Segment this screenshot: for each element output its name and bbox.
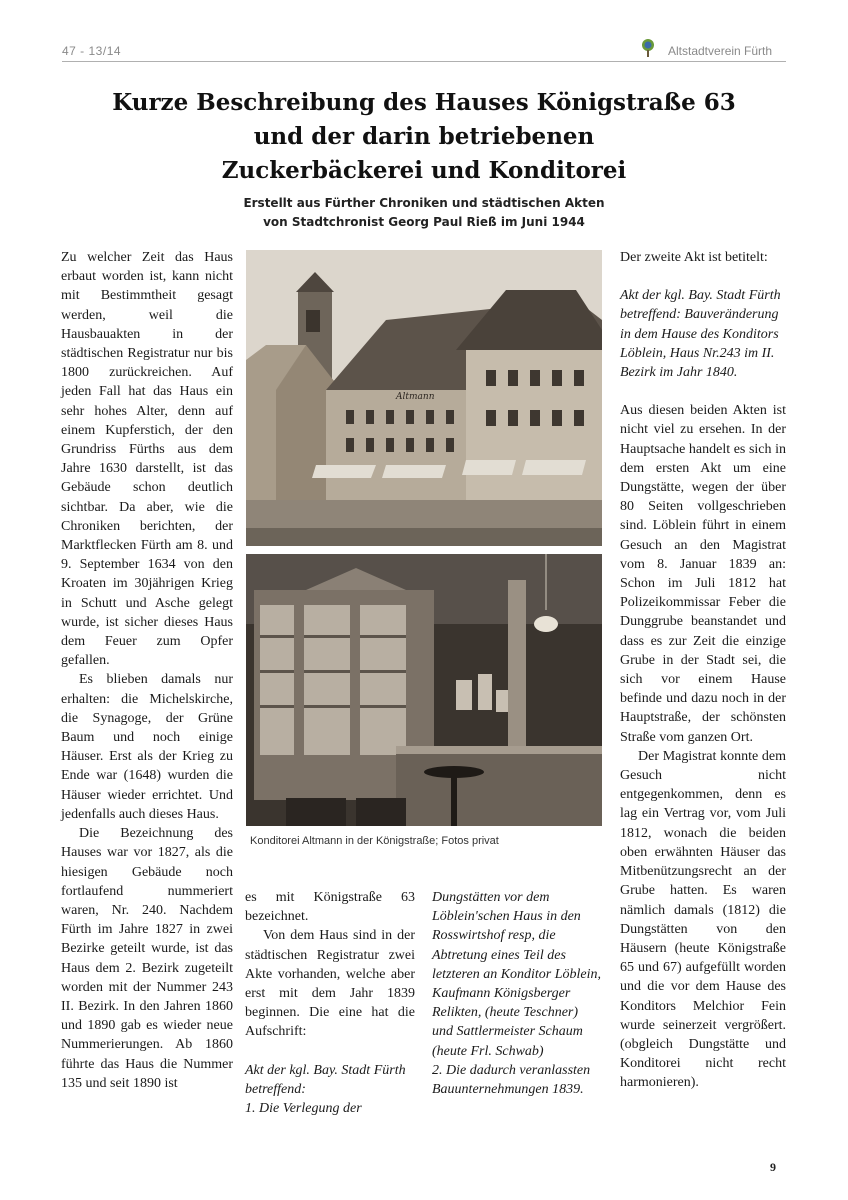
title-line: Zuckerbäckerei und Konditorei (221, 157, 627, 184)
paragraph: Aus diesen beiden Akten ist nicht viel zu ersehen. In der Hauptsache handelt es sich in dem ersten Akt um eine Dungstätte, wegen der über 80 Seiten vollgeschrieben sind. Löblein führt in einem Gesuch an den Magistrat vom 8. Januar 1839 an: Schon im Juli 1812 hat Polizeikommissar Feber die Dunggrube beanstandet und dass es zur Zeit die einzige Grube in der Stadt sei, die sich vor einem Hause befinde und dazu noch in der Hauptstraße, der schönsten Straße vom ganzen Ort. (620, 403, 786, 745)
subtitle-line: von Stadtchronist Georg Paul Rieß im Juni 1944 (263, 215, 585, 229)
text-column-2a (245, 888, 415, 1118)
photo-block (246, 250, 602, 826)
paragraph: Der zweite Akt ist betitelt: (620, 250, 768, 265)
paragraph: Zu welcher Zeit das Haus erbaut worden ist, kann nicht mit Bestimmtheit gesagt werden, weil die Hausbauakten in der städtischen Registratur nur bis 1800 zurückreichen. Auf jeden Fall hat das Haus ein sehr hohes Alter, denn auf einem Kupferstich, der den Grundriss Fürths aus dem Jahre 1630 darstellt, ist das Gebäude schon deutlich sichtbar. Da aber, wie die Chroniken berichten, der Marktflecken Fürth am 8. und 9. September 1634 von den Kroaten im 30jährigen Krieg in Schutt und Asche gelegt wurde, ist sicher dieses Haus dem Feuer zum Opfer gefallen. (61, 250, 233, 669)
tree-logo-icon (640, 38, 656, 58)
title-line: und der darin betriebenen (253, 123, 595, 150)
paragraph: Es blieben damals nur erhalten: die Michelskirche, die Synagoge, der Grüne Baum und noch einige Häuser. Erst als der Krieg zu Ende war (1648) wurden die Häuser wieder errichtet. Und jedenfalls auch dieses Haus. (61, 672, 233, 822)
photo-caption: Konditorei Altmann in der Königstraße; Fotos privat (250, 835, 499, 847)
paragraph: Der Magistrat konnte dem Gesuch nicht entgegenkommen, denn es lag ein Vertrag vor, vom Juli 1812, wonach die beiden oben erwähnten Häuser das Mitbenützungsrecht an der Grube hatten. Es waren nämlich damals (1812) die Dungstätten von den Häusern (heute Königstraße 65 und 67) aufgefüllt worden und die vor dem Hause des Konditors Melchior Fein wurde seinerzeit vergrößert. (obgleich Dungstätte und Konditorei nicht recht harmonieren). (620, 748, 786, 1091)
publisher-name: Altstadtverein Fürth (668, 44, 773, 58)
text-column-1 (61, 248, 233, 1093)
text-column-2b (432, 888, 602, 1099)
subtitle-line: Erstellt aus Fürther Chroniken und städtischen Akten (243, 196, 605, 210)
paragraph: 1. Die Verlegung der (245, 1101, 362, 1117)
title-line: Kurze Beschreibung des Hauses Königstraße 63 (112, 89, 736, 116)
paragraph: 2. Die dadurch veranlassten Bauunternehmungen 1839. (432, 1062, 591, 1098)
page-number: 9 (770, 1160, 776, 1174)
article-title (62, 86, 786, 188)
paragraph: Akt der kgl. Bay. Stadt Fürth betreffend: (245, 1062, 406, 1097)
paragraph: Die Bezeichnung des Hauses war vor 1827, als die hiesigen Gebäude noch fortlaufend nummeriert waren, Nr. 240. Nachdem Fürth im Jahre 1827 in zwei Bezirke geteilt wurde, ist das Haus dem 2. Bezirk zugeteilt worden mit der Nummer 243 II. Bezirk. In den Jahren 1860 und 1890 gab es wieder neue Nummerierungen. Ab 1860 führte das Haus die Nummer 135 und seit 1890 ist (61, 826, 233, 1091)
paragraph: es mit Königstraße 63 bezeichnet. (245, 890, 415, 925)
paragraph: Akt der kgl. Bay. Stadt Fürth betreffend: Bauveränderung in dem Hause des Konditors Löblein, Haus Nr.243 im II. Bezirk im Jahr 1840. (620, 288, 781, 381)
header-rule (62, 61, 786, 62)
street-photo (246, 250, 602, 826)
issue-number: 47 - 13/14 (62, 44, 122, 58)
paragraph: Dungstätten vor dem Löblein'schen Haus in den Rosswirtshof resp, die Abtretung eines Teil des letzteren an Konditor Löblein, Kaufmann Königsberger Relikten, (heute Teschner) und Sattlermeister Schaum (heute Frl. Schwab) (432, 890, 602, 1059)
text-column-3 (620, 248, 786, 1093)
article-subtitle (62, 194, 786, 232)
paragraph: Von dem Haus sind in der städtischen Registratur zwei Akte vorhanden, welche aber erst mit dem Jahr 1839 beginnen. Die eine hat die Aufschrift: (245, 928, 415, 1040)
shop-sign: Altmann (396, 392, 435, 402)
